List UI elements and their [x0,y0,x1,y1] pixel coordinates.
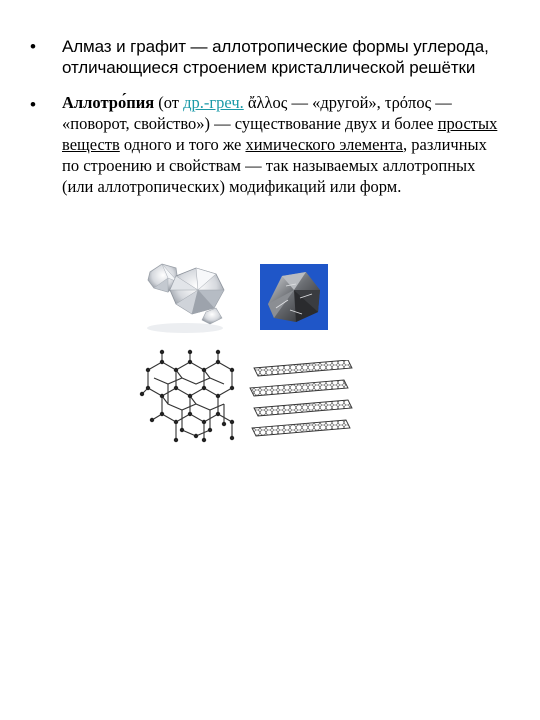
link-chemical-element[interactable]: химического элемента [245,135,404,154]
bullet-marker: • [30,95,36,114]
bullet-item-diamond-graphite [30,36,500,78]
bullet-marker: • [30,37,36,56]
definition-text-3: одного и того же [119,135,246,154]
link-ancient-greek[interactable]: др.-греч. [183,93,244,112]
definition-text-1: (от [154,93,184,112]
bullet-item-allotropy [30,92,500,197]
graphite-lattice-image [248,360,356,442]
bullet-text: Алмаз и графит — аллотропические формы углерода, отличающиеся строением кристаллической решётки [62,37,489,77]
link-simple-substances[interactable]: простых веществ [62,114,498,154]
text-block [30,36,500,197]
definition-text-4: , различных по строению и свойствам — так называемых аллотропных (или аллотропических) модификаций или форм. [62,135,487,196]
graphite-image [260,264,328,330]
definition-text-2: ἄλλος — «другой», τρόπος — «поворот, свойство») — существование двух и более [62,93,452,133]
diamond-image [140,258,240,334]
diamond-lattice-image [138,348,242,448]
term-allotropy: Аллотро́пия [62,93,155,112]
